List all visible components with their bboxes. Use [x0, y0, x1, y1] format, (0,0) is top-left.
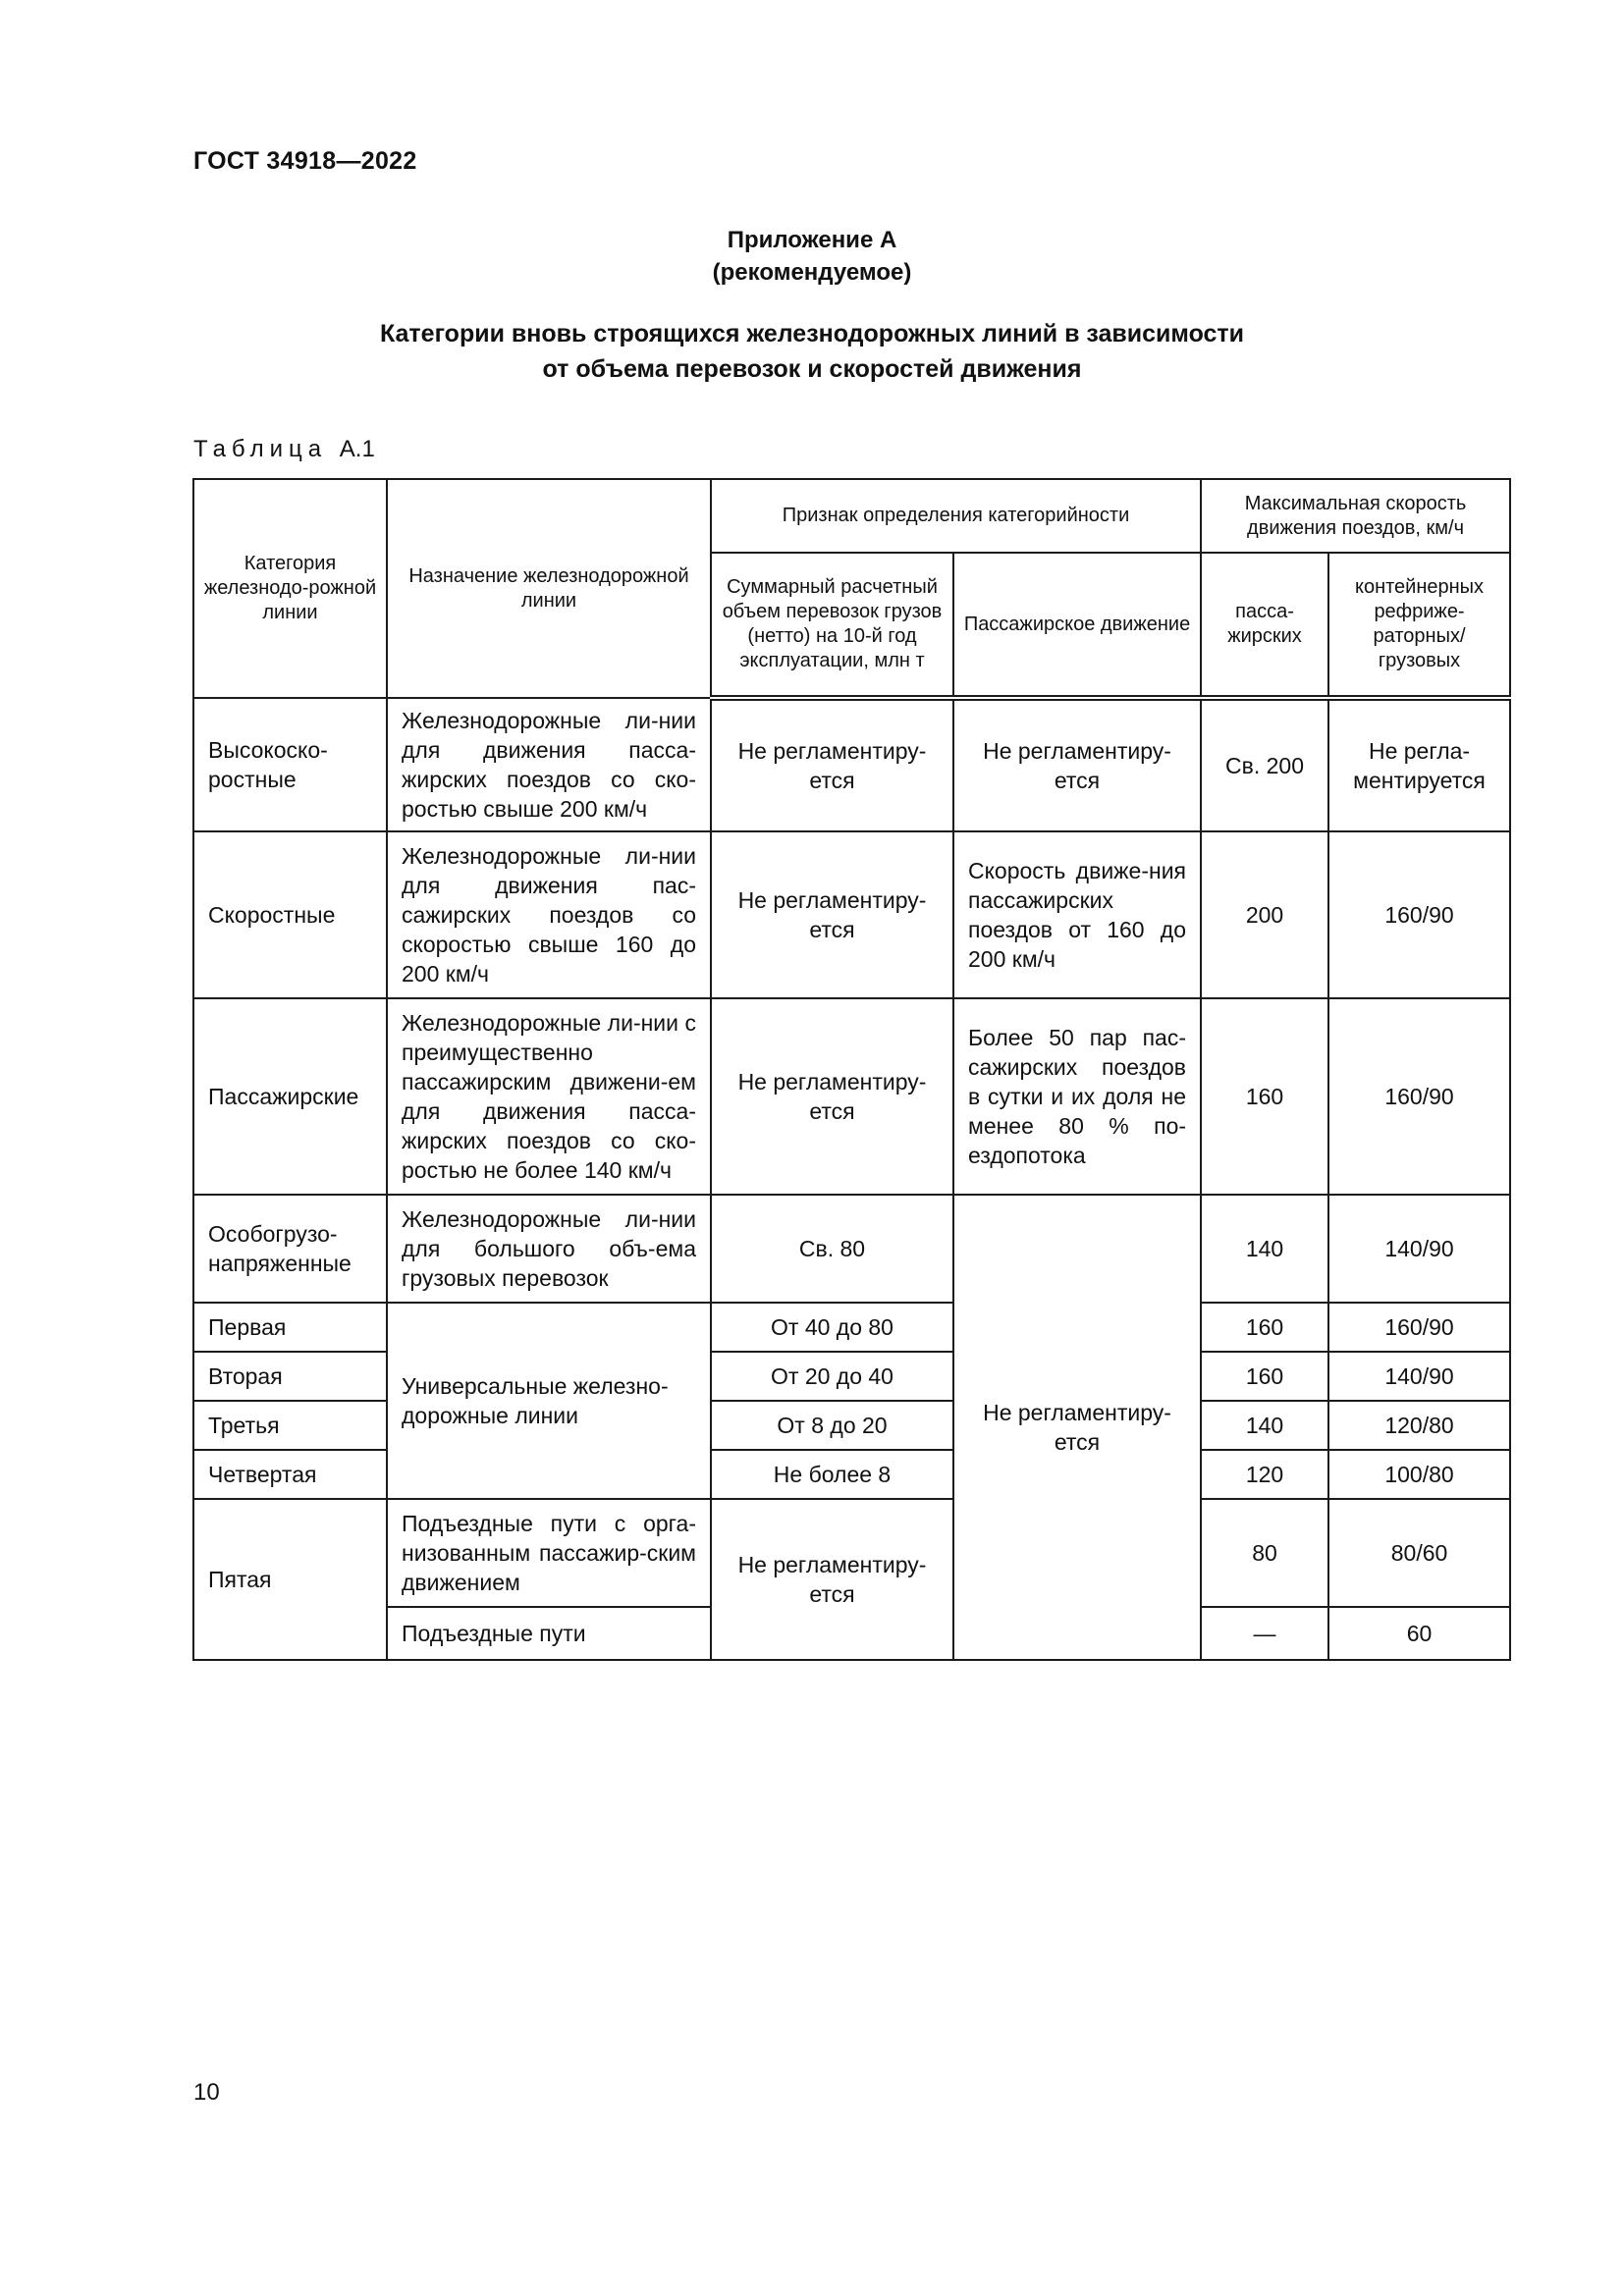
row-speed-cargo: 160/90	[1328, 998, 1510, 1195]
row-category: Пятая	[193, 1499, 387, 1660]
main-title-line-2: от объема перевозок и скоростей движения	[542, 355, 1082, 383]
row-speed-passenger: —	[1201, 1607, 1328, 1660]
row-speed-cargo: 140/90	[1328, 1195, 1510, 1303]
document-code: ГОСТ 34918—2022	[193, 147, 417, 175]
table-caption	[193, 436, 375, 463]
header-criteria: Признак определения категорийности	[711, 479, 1201, 553]
row-passenger: Не регламентиру-ется	[953, 698, 1201, 831]
header-speed-container: контейнерных рефриже-раторных/ грузовых	[1328, 553, 1510, 698]
row-category: Пассажирские	[193, 998, 387, 1195]
row-category: Особогрузо-напряженные	[193, 1195, 387, 1303]
annex-title: Приложение А	[727, 227, 897, 253]
row-speed-passenger: 200	[1201, 831, 1328, 998]
row-purpose: Железнодорожные ли-нии для движения пасса-жирских поездов со ско-ростью свыше 200 км/ч	[387, 698, 711, 831]
table-row	[193, 998, 1510, 1195]
merged-universal-purpose: Универсальные железно-дорожные линии	[387, 1303, 711, 1499]
row-speed-passenger: 120	[1201, 1450, 1328, 1499]
row-category: Первая	[193, 1303, 387, 1352]
row-purpose: Подъездные пути с орга-низованным пассажир-ским движением	[387, 1499, 711, 1607]
row-speed-cargo: 60	[1328, 1607, 1510, 1660]
row-purpose: Железнодорожные ли-нии с преимущественно пассажирским движени-ем для движения пасса-жирских поездов со ско-ростью не более 140 км/ч	[387, 998, 711, 1195]
table-row	[193, 831, 1510, 998]
main-title	[0, 316, 1624, 387]
row-speed-passenger: 160	[1201, 1352, 1328, 1401]
row-volume: От 20 до 40	[711, 1352, 953, 1401]
merged-passenger-not-regulated: Не регламентиру-ется	[953, 1195, 1201, 1660]
row-volume: Не регламентиру-ется	[711, 998, 953, 1195]
main-title-line-1: Категории вновь строящихся железнодорожных линий в зависимости	[379, 320, 1245, 347]
table-row	[193, 698, 1510, 831]
row-speed-passenger: 140	[1201, 1401, 1328, 1450]
row-category: Высокоско-ростные	[193, 698, 387, 831]
row-speed-cargo: 140/90	[1328, 1352, 1510, 1401]
row-volume: Не регламентиру-ется	[711, 831, 953, 998]
row-speed-passenger: 160	[1201, 998, 1328, 1195]
row-category: Четвертая	[193, 1450, 387, 1499]
row-speed-cargo: Не регла-ментируется	[1328, 698, 1510, 831]
annex-heading	[0, 224, 1624, 289]
row-speed-cargo: 80/60	[1328, 1499, 1510, 1607]
row-category: Вторая	[193, 1352, 387, 1401]
header-purpose: Назначение железнодорожной линии	[387, 479, 711, 698]
header-max-speed: Максимальная скорость движения поездов, км/ч	[1201, 479, 1510, 553]
row-passenger: Скорость движе-ния пассажирских поездов от 160 до 200 км/ч	[953, 831, 1201, 998]
table-row	[193, 1499, 1510, 1607]
row-volume: Не более 8	[711, 1450, 953, 1499]
row-category: Скоростные	[193, 831, 387, 998]
header-criteria-passenger: Пассажирское движение	[953, 553, 1201, 698]
row-speed-cargo: 160/90	[1328, 1303, 1510, 1352]
row-volume: От 8 до 20	[711, 1401, 953, 1450]
row-purpose: Железнодорожные ли-нии для движения пас-сажирских поездов со скоростью свыше 160 до 200 км/ч	[387, 831, 711, 998]
row-purpose: Железнодорожные ли-нии для большого объ-ема грузовых перевозок	[387, 1195, 711, 1303]
row-speed-passenger: 80	[1201, 1499, 1328, 1607]
row-speed-passenger: 140	[1201, 1195, 1328, 1303]
table-row	[193, 1303, 1510, 1352]
header-category: Категория железнодо-рожной линии	[193, 479, 387, 698]
row-speed-passenger: Св. 200	[1201, 698, 1328, 831]
annex-status: (рекомендуемое)	[712, 259, 912, 286]
row-speed-cargo: 120/80	[1328, 1401, 1510, 1450]
table-caption-number: А.1	[339, 436, 375, 462]
row-passenger: Более 50 пар пас-сажирских поездов в сутки и их доля не менее 80 % по-ездопотока	[953, 998, 1201, 1195]
header-criteria-volume: Суммарный расчетный объем перевозок грузов (нетто) на 10-й год эксплуатации, млн т	[711, 553, 953, 698]
row-volume: От 40 до 80	[711, 1303, 953, 1352]
row-volume: Не регламентиру-ется	[711, 698, 953, 831]
table-caption-label: Таблица	[193, 436, 328, 462]
row-volume: Не регламентиру-ется	[711, 1499, 953, 1660]
table-row	[193, 1195, 1510, 1303]
row-speed-passenger: 160	[1201, 1303, 1328, 1352]
row-purpose: Подъездные пути	[387, 1607, 711, 1660]
row-speed-cargo: 160/90	[1328, 831, 1510, 998]
row-volume: Св. 80	[711, 1195, 953, 1303]
row-category: Третья	[193, 1401, 387, 1450]
categories-table	[192, 478, 1511, 1661]
row-speed-cargo: 100/80	[1328, 1450, 1510, 1499]
page-number: 10	[193, 2079, 220, 2106]
header-speed-passenger: пасса-жирских	[1201, 553, 1328, 698]
